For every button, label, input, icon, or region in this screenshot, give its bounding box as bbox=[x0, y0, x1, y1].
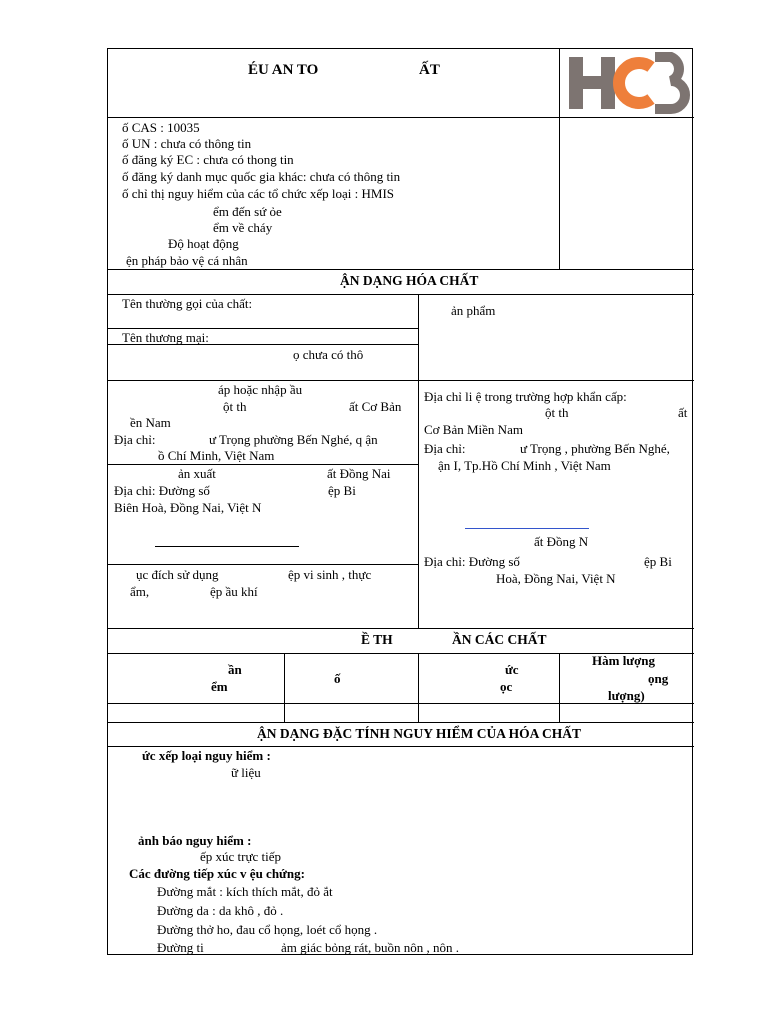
producer-line-1: ản xuất bbox=[178, 466, 216, 481]
product-label: ản phẩm bbox=[451, 303, 496, 318]
col-header-1a: ần bbox=[228, 662, 242, 677]
col-header-1b: ểm bbox=[211, 679, 228, 694]
branch-line-1: ất Đồng N bbox=[534, 534, 589, 549]
route-digest-2: ảm giác bỏng rát, buồn nôn , nôn . bbox=[281, 940, 459, 955]
supplier-line-2: ột th bbox=[223, 399, 247, 414]
supplier-line-4: ền Nam bbox=[130, 415, 171, 430]
purpose-line-2: ệp vi sinh , thực bbox=[288, 567, 372, 582]
supplier-line-3: ất Cơ Bản bbox=[349, 399, 402, 414]
route-breath: Đường thở ho, đau cổ họng, loét cổ họng . bbox=[157, 922, 378, 937]
emergency-line-4: Cơ Bản Miền Nam bbox=[424, 422, 523, 437]
emergency-line-2: ột th bbox=[545, 405, 569, 420]
route-skin: Đường da : da khô , đỏ . bbox=[157, 903, 284, 918]
producer-line-2: ất Đồng Nai bbox=[327, 466, 391, 481]
producer-address-2: ệp Bi bbox=[328, 483, 356, 498]
supplier-address-1: ư Trọng phường Bến Nghé, q ận bbox=[209, 432, 378, 447]
col-header-3b: ọc bbox=[500, 679, 513, 694]
hazard-classification-label: ức xếp loại nguy hiểm : bbox=[142, 748, 271, 763]
hcb-logo-icon bbox=[565, 51, 690, 115]
un-number: ố UN : chưa có thông tin bbox=[122, 136, 252, 151]
col-header-3a: ức bbox=[505, 662, 519, 677]
hmis-ppe: ện pháp bảo vệ cá nhân bbox=[126, 253, 248, 268]
formula-label: ọ chưa có thô bbox=[293, 347, 364, 362]
hmis-fire: ểm về cháy bbox=[213, 220, 273, 235]
hazard-warning-label: ảnh báo nguy hiểm : bbox=[138, 833, 252, 848]
emergency-address-label: Địa chỉ: bbox=[424, 441, 466, 456]
purpose-line-1: ục đích sử dụng bbox=[136, 567, 219, 582]
doc-title-right: ẤT bbox=[419, 62, 440, 78]
supplier-line-1: áp hoặc nhập ầu bbox=[218, 382, 303, 397]
col-header-4c: lượng) bbox=[608, 688, 645, 703]
producer-address-3: Biên Hoà, Đồng Nai, Việt N bbox=[114, 500, 262, 515]
supplier-address-label: Địa chỉ: bbox=[114, 432, 156, 447]
route-eye: Đường mắt : kích thích mắt, đỏ ắt bbox=[157, 884, 333, 899]
branch-address-1: Địa chỉ: Đường số bbox=[424, 554, 520, 569]
emergency-address-2: ận I, Tp.Hồ Chí Minh , Việt Nam bbox=[438, 458, 611, 473]
section2-title: Ề TH bbox=[361, 632, 393, 647]
purpose-line-4: ệp ầu khí bbox=[210, 584, 258, 599]
section3-title: ẬN DẠNG ĐẶC TÍNH NGUY HIỂM CỦA HÓA CHẤT bbox=[257, 726, 582, 741]
cas-number: ố CAS : 10035 bbox=[122, 120, 200, 135]
ec-number: ố đăng ký EC : chưa có thong tin bbox=[122, 152, 294, 167]
emergency-line-3: ất bbox=[678, 405, 688, 420]
col-header-2: ố bbox=[334, 671, 341, 686]
emergency-address-1: ư Trọng , phường Bến Nghé, bbox=[520, 441, 670, 456]
hmis-line: ố chỉ thị nguy hiểm của các tổ chức xếp loại : HMIS bbox=[122, 186, 395, 201]
branch-address-2: ệp Bi bbox=[644, 554, 672, 569]
emergency-label: Địa chỉ li ệ trong trường hợp khẩn cấp: bbox=[424, 389, 627, 404]
supplier-address-2: ồ Chí Minh, Việt Nam bbox=[158, 448, 275, 463]
route-digest: Đường ti bbox=[157, 940, 204, 955]
hazard-no-data: ữ liệu bbox=[231, 765, 261, 780]
common-name-label: Tên thường gọi của chất: bbox=[122, 296, 253, 311]
doc-title-left: ÉU AN TO bbox=[248, 62, 319, 78]
exposure-routes-label: Các đường tiếp xúc v ệu chứng: bbox=[129, 866, 305, 881]
hazard-contact: ếp xúc trực tiếp bbox=[200, 849, 282, 864]
col-header-4a: Hàm lượng bbox=[592, 653, 656, 668]
producer-address-1: Địa chỉ: Đường số bbox=[114, 483, 210, 498]
section2-title-2: ẦN CÁC CHẤT bbox=[452, 632, 547, 647]
section1-title: ẬN DẠNG HÓA CHẤT bbox=[340, 273, 479, 288]
purpose-line-3: ẩm, bbox=[130, 584, 150, 599]
trade-name-label: Tên thương mại: bbox=[122, 330, 209, 345]
hmis-activity: Độ hoạt động bbox=[168, 236, 239, 251]
branch-address-3: Hoà, Đồng Nai, Việt N bbox=[496, 571, 616, 586]
safety-data-sheet bbox=[107, 48, 693, 955]
national-list: ố đăng ký danh mục quốc gia khác: chưa có thông tin bbox=[122, 169, 401, 184]
col-header-4b: ọng bbox=[648, 671, 669, 686]
hmis-health: ểm đến sứ ỏe bbox=[213, 204, 282, 219]
